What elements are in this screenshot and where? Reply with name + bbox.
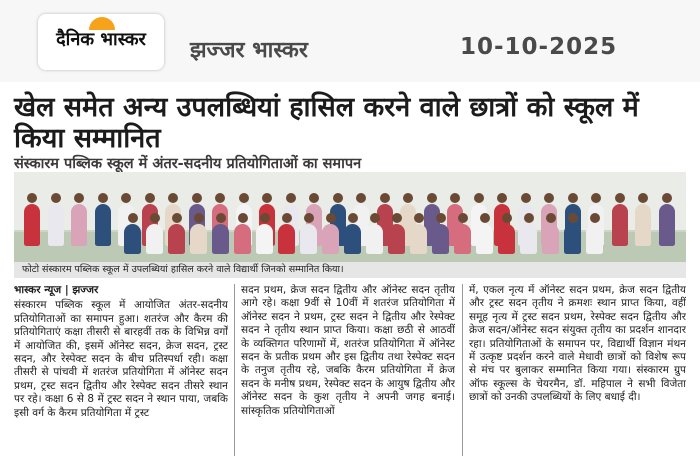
- person-figure: [168, 224, 185, 254]
- person-figure: [146, 224, 163, 254]
- article-subheadline: संस्कारम पब्लिक स्कूल में अंतर-सदनीय प्रतियोगिताओं का समापन: [14, 156, 362, 172]
- group-photo: [14, 172, 686, 262]
- edition-date: 10-10-2025: [460, 34, 618, 60]
- person-figure: [300, 224, 317, 254]
- person-figure: [124, 224, 141, 254]
- person-figure: [388, 224, 405, 254]
- byline: भास्कर न्यूज | झज्जर: [14, 284, 99, 296]
- column-text: सदन प्रथम, क्रेज सदन द्वितीय और ऑनेस्ट सदन तृतीय आगे रहे। कक्षा 9वीं से 10वीं में शतरंज प्रतियोगिता में ऑनेस्ट सदन ने प्रथम, ट्रस्ट सदन ने द्वितीय और रेस्पेक्ट सदन ने तृतीय स्थान प्राप्त किया। कक्षा छठी से आठवीं के व्यक्तिगत परिणामों में, शतरंज प्रतियोगिता में ऑनेस्ट सदन के प्रतीक प्रथम और इस द्वितीय तथा रेस्पेक्ट सदन के तनुज तृतीय रहे, जबकि कैरम प्रतियोगिता में क्रेज सदन के मनीष प्रथम, रेस्पेक्ट सदन के आयुष द्वितीय और ऑनेस्ट सदन के कुश तृतीय ने अपनी जगह बनाई। सांस्कृतिक प्रतियोगिताओं: [241, 284, 455, 417]
- person-figure: [71, 204, 87, 246]
- article-headline: खेल समेत अन्य उपलब्धियां हासिल करने वाले छात्रों को स्कूल में किया सम्मानित: [14, 92, 639, 154]
- column-divider: [462, 284, 463, 456]
- article-body: [14, 284, 686, 456]
- person-figure: [635, 204, 651, 246]
- person-figure: [278, 224, 295, 254]
- edition-name: झज्जर भास्कर: [190, 38, 308, 63]
- person-figure: [542, 224, 559, 254]
- person-figure: [190, 224, 207, 254]
- person-figure: [498, 224, 515, 254]
- person-figure: [344, 224, 361, 254]
- person-figure: [659, 204, 675, 246]
- column-text: में, एकल नृत्य में ऑनेस्ट सदन प्रथम, क्रेज सदन द्वितीय और ट्रस्ट सदन तृतीय ने क्रमशः स्थान प्राप्त किया, वहीं समूह नृत्य में ट्रस्ट सदन प्रथम, रेस्पेक्ट सदन द्वितीय और क्रेज सदन/ऑनेस्ट सदन संयुक्त तृतीय का प्रदर्शन शानदार रहा। प्रतियोगिताओं के समापन पर, विद्यार्थी विज्ञान मंथन में उत्कृष्ट प्रदर्शन करने वाले मेधावी छात्रों को विशेष रूप से मंच पर बुलाकर सम्मानित किया गया। संस्कारम ग्रुप ऑफ स्कूल्स के चेयरमैन, डॉ. महिपाल ने सभी विजेता छात्रों को उनकी उपलब्धियों के लिए बधाई दी।: [469, 284, 686, 404]
- person-figure: [322, 224, 339, 254]
- article-column-3: [469, 284, 686, 456]
- person-figure: [95, 204, 111, 246]
- person-figure: [234, 224, 251, 254]
- person-figure: [24, 204, 40, 246]
- dainik-bhaskar-logo: [38, 14, 164, 70]
- person-figure: [454, 224, 471, 254]
- person-figure: [48, 204, 64, 246]
- person-figure: [410, 224, 427, 254]
- logo-text: दैनिक भास्कर: [56, 29, 146, 50]
- newspaper-header: [0, 0, 700, 82]
- photo-caption: फोटो संस्कारम पब्लिक स्कूल में उपलब्धियां हासिल करने वाले विद्यार्थी जिनको सम्मानित किया।: [14, 262, 686, 278]
- person-figure: [564, 224, 581, 254]
- person-figure: [366, 224, 383, 254]
- article-column-1: [14, 284, 228, 456]
- person-figure: [520, 224, 537, 254]
- person-figure: [212, 224, 229, 254]
- article-column-2: [241, 284, 455, 456]
- person-figure: [432, 224, 449, 254]
- person-figure: [476, 224, 493, 254]
- column-divider: [234, 284, 235, 456]
- person-figure: [586, 224, 603, 254]
- person-figure: [256, 224, 273, 254]
- column-text: संस्कारम पब्लिक स्कूल में आयोजित अंतर-सदनीय प्रतियोगिताओं का समापन हुआ। शतरंज और कैरम की प्रतियोगिताएं कक्षा तीसरी से बारहवीं तक के विभिन्न वर्गों में आयोजित की, इसमें ऑनेस्ट सदन, क्रेज सदन, ट्रस्ट सदन, और रेस्पेक्ट सदन के बीच प्रतिस्पर्धा रही। कक्षा तीसरी से पांचवी में शतरंज प्रतियोगिता में ऑनेस्ट सदन प्रथम, ट्रस्ट सदन द्वितीय और रेस्पेक्ट सदन तीसरे स्थान पर रहे। कक्षा 6 से 8 में ट्रस्ट सदन ने स्थान पाया, जबकि इसी वर्ग के कैरम प्रतियोगिता में ट्रस्ट: [14, 299, 228, 419]
- person-figure: [612, 204, 628, 246]
